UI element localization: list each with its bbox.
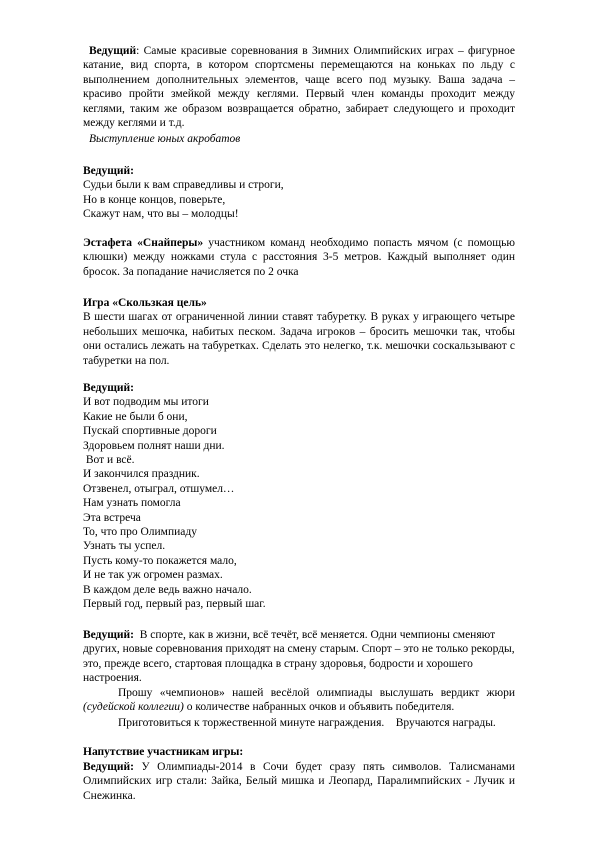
jury-paragraph bbox=[83, 686, 515, 715]
verse-line: Первый год, первый раз, первый шаг. bbox=[83, 598, 266, 611]
verse-line: Какие не были б они, bbox=[83, 410, 188, 423]
verse-line: Но в конце концов, поверьте, bbox=[83, 193, 226, 206]
ceremony-line: Приготовиться к торжественной минуте награждения. Вручаются награды. bbox=[118, 717, 496, 729]
final-line: это, прежде всего, стартовая площадка в страну здоровья, бодрости и хорошего bbox=[83, 657, 473, 670]
final-line bbox=[83, 628, 515, 642]
speaker-label: Ведущий: bbox=[83, 165, 134, 177]
jury-italic: (судейской коллегии) bbox=[83, 701, 184, 714]
speaker-label: Ведущий: bbox=[83, 629, 134, 641]
verse-line: Здоровьем полнят наши дни. bbox=[83, 439, 225, 452]
verse-line: И закончился праздник. bbox=[83, 468, 200, 481]
verse-line: Нам узнать помогла bbox=[83, 497, 181, 510]
final-line: настроения. bbox=[83, 672, 142, 685]
game-paragraph bbox=[83, 296, 515, 368]
acrobats-text: Выступление юных акробатов bbox=[89, 133, 241, 145]
farewell-text: У Олимпиады-2014 в Сочи будет сразу пять символов. Талисманами Олимпийских игр стали: Зайка, Белый мишка и Леопард, Паралимпийских - Лучик и Снежинка. bbox=[83, 761, 515, 802]
intro-paragraph bbox=[83, 44, 515, 130]
relay-title: Эстафета «Снайперы» bbox=[83, 237, 204, 249]
verse-line: Отзвенел, отыграл, отшумел… bbox=[83, 482, 235, 495]
farewell-title-text: Напутствие участникам игры: bbox=[83, 746, 244, 758]
verse-2 bbox=[83, 381, 515, 612]
verse-line: Эта встреча bbox=[83, 511, 141, 524]
final-address bbox=[83, 628, 515, 686]
relay-paragraph bbox=[83, 236, 515, 279]
verse-line: Пусть кому-то покажется мало, bbox=[83, 554, 237, 567]
speaker-label: Ведущий bbox=[89, 45, 137, 57]
relay-text: участником команд необходимо попасть мячом (с помощью клюшки) между ножками стула с расстояния 3-5 метров. Каждый выполняет один бросок. За попадание начисляется по 2 очка bbox=[83, 237, 515, 278]
farewell-title bbox=[83, 745, 515, 759]
acrobats-note bbox=[89, 132, 521, 146]
speaker-label: Ведущий: bbox=[83, 761, 134, 773]
verse-line: Узнать ты успел. bbox=[83, 540, 166, 553]
jury-text-after: о количестве набранных очков и объявить победителя. bbox=[183, 701, 455, 714]
speaker-label: Ведущий: bbox=[83, 382, 134, 394]
verse-line: И вот подводим мы итоги bbox=[83, 396, 209, 409]
verse-line: И не так уж огромен размах. bbox=[83, 569, 223, 582]
verse-line: Судьи были к вам справедливы и строги, bbox=[83, 179, 284, 192]
verse-line: Пускай спортивные дороги bbox=[83, 425, 217, 438]
game-title: Игра «Скользкая цель» bbox=[83, 297, 207, 309]
verse-line: То, что про Олимпиаду bbox=[83, 526, 197, 539]
verse-line: Вот и всё. bbox=[83, 454, 135, 467]
jury-text-before: Прошу «чемпионов» нашей весёлой олимпиады выслушать вердикт жюри bbox=[118, 687, 515, 699]
verse-1 bbox=[83, 164, 515, 222]
farewell-paragraph bbox=[83, 760, 515, 803]
verse-line: Скажут нам, что вы – молодцы! bbox=[83, 208, 239, 221]
final-line-text: В спорте, как в жизни, всё течёт, всё меняется. Одни чемпионы сменяют bbox=[133, 629, 496, 641]
intro-text: : Самые красивые соревнования в Зимних Олимпийских играх – фигурное катание, вид спорта, в котором спортсмены перемещаются на коньках по льду с выполнением дополнительных элементов, чаще всего под музыку. Ваша задача – красиво пройти змейкой между кеглями. Первый член команды проходит между кеглями, таким же образом возвращается обратно, забирает следующего и проходит между кеглями и т.д. bbox=[83, 45, 515, 130]
game-text: В шести шагах от ограниченной линии ставят табуретку. В руках у играющего четыре небольших мешочка, набитых песком. Задача игроков – бросить мешочки так, чтобы они остались лежать на табуретках. Сделать это нелегко, т.к. мешочки соскальзывают с табуретки на пол. bbox=[83, 311, 515, 367]
final-line: других, новые соревнования приходят на смену старым. Спорт – это не только рекорды, bbox=[83, 643, 515, 656]
verse-line: В каждом деле ведь важно начало. bbox=[83, 583, 252, 596]
